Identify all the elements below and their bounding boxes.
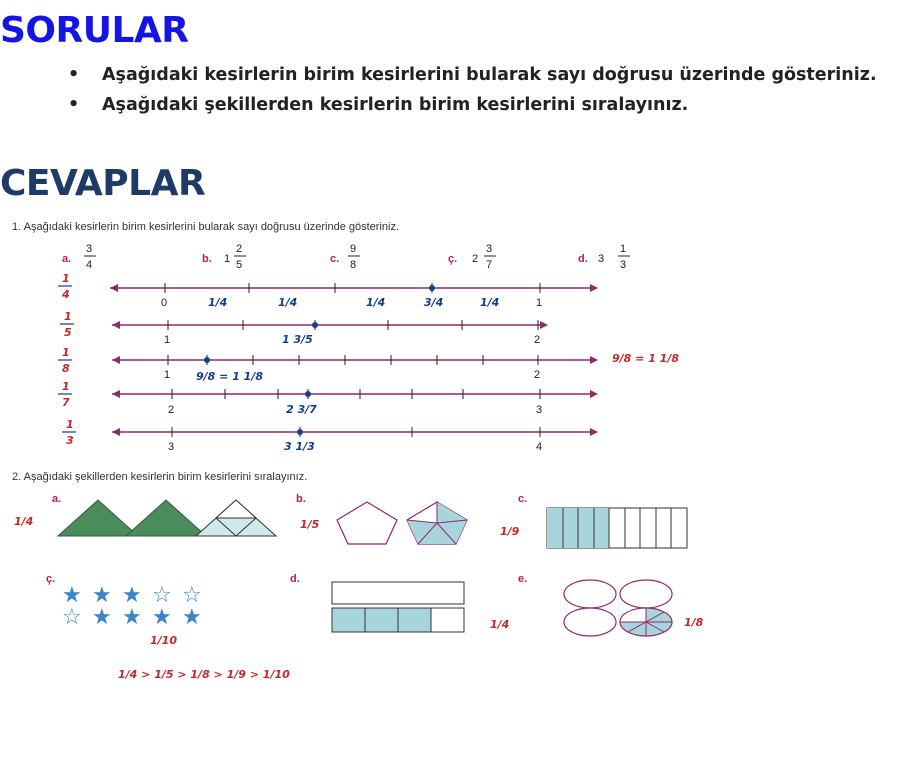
- svg-text:3: 3: [486, 243, 493, 255]
- svg-text:c.: c.: [518, 493, 528, 505]
- svg-text:2 3/7: 2 3/7: [286, 403, 317, 416]
- circle-shape: [564, 608, 616, 636]
- svg-text:4: 4: [536, 441, 543, 453]
- svg-text:8: 8: [350, 259, 357, 271]
- star-icon: ★: [122, 605, 142, 630]
- fraction-item-b: [202, 243, 246, 271]
- svg-text:3 1/3: 3 1/3: [284, 440, 315, 453]
- svg-text:ç.: ç.: [46, 573, 56, 585]
- svg-text:3/4: 3/4: [424, 296, 444, 309]
- question-item-2: • Aşağıdaki şekillerden kesirlerin birim kesirlerini sıralayınız.: [102, 92, 908, 118]
- svg-text:3: 3: [168, 441, 175, 453]
- svg-text:1: 1: [620, 243, 627, 255]
- svg-text:2: 2: [472, 253, 479, 265]
- answer2-title: 2. Aşağıdaki şekillerden kesirlerin birim kesirlerini sıralayınız.: [12, 471, 308, 483]
- svg-text:1/10: 1/10: [150, 634, 177, 647]
- answer1-title: 1. Aşağıdaki kesirlerin birim kesirlerini bularak sayı doğrusu üzerinde gösteriniz.: [12, 221, 400, 233]
- shape-item-c: [500, 493, 687, 548]
- svg-text:1: 1: [64, 310, 72, 323]
- svg-text:1/4: 1/4: [480, 296, 500, 309]
- svg-text:e.: e.: [518, 573, 528, 585]
- unit-fraction-ordering: 1/4 > 1/5 > 1/8 > 1/9 > 1/10: [118, 668, 290, 681]
- number-line-fifths: [60, 310, 548, 346]
- fraction-item-c-cedilla: [448, 243, 496, 271]
- triangle-shape: [58, 500, 138, 536]
- fraction-item-d: [578, 243, 630, 271]
- question-item-1: • Aşağıdaki kesirlerin birim kesirlerini bularak sayı doğrusu üzerinde gösteriniz.: [102, 62, 908, 88]
- svg-text:3: 3: [536, 404, 543, 416]
- question-list: [0, 62, 908, 122]
- svg-text:1/9: 1/9: [500, 525, 520, 538]
- svg-text:9/8 = 1 1/8: 9/8 = 1 1/8: [196, 370, 264, 383]
- star-icon: ☆: [182, 583, 202, 608]
- star-icon: ☆: [62, 605, 82, 630]
- answer-worksheet-image: [0, 210, 908, 710]
- svg-text:3: 3: [66, 434, 74, 447]
- svg-text:9: 9: [350, 243, 357, 255]
- circle-shape: [564, 580, 616, 608]
- shape-item-c-cedilla: [46, 573, 202, 647]
- svg-text:1: 1: [164, 369, 171, 381]
- svg-text:1/4: 1/4: [208, 296, 228, 309]
- svg-text:1: 1: [224, 253, 231, 265]
- svg-text:a.: a.: [62, 253, 72, 265]
- svg-text:4: 4: [86, 259, 93, 271]
- svg-text:1: 1: [164, 334, 171, 346]
- svg-text:1: 1: [62, 346, 70, 359]
- svg-text:8: 8: [62, 362, 70, 375]
- number-line-sevenths: [58, 380, 598, 416]
- svg-text:b.: b.: [296, 493, 306, 505]
- answer1-items: [62, 243, 630, 271]
- svg-text:ç.: ç.: [448, 253, 458, 265]
- svg-text:1/4: 1/4: [278, 296, 298, 309]
- svg-text:2: 2: [236, 243, 243, 255]
- number-line-quarters: [58, 272, 598, 309]
- svg-text:1/5: 1/5: [300, 518, 320, 531]
- sorular-heading: SORULAR: [0, 10, 189, 51]
- svg-text:1: 1: [66, 418, 74, 431]
- circle-shape: [620, 580, 672, 608]
- svg-text:3: 3: [620, 259, 627, 271]
- svg-text:2: 2: [168, 404, 175, 416]
- svg-text:1: 1: [536, 297, 543, 309]
- svg-text:4: 4: [62, 288, 70, 301]
- number-line-eighths: [58, 346, 679, 383]
- shape-item-a: [14, 493, 276, 536]
- svg-text:d.: d.: [578, 253, 588, 265]
- svg-text:9/8 = 1 1/8: 9/8 = 1 1/8: [612, 352, 680, 365]
- pentagon-shape: [337, 502, 397, 544]
- star-icon: ★: [92, 583, 112, 608]
- svg-text:c.: c.: [330, 253, 340, 265]
- cevaplar-heading: CEVAPLAR: [0, 163, 206, 204]
- svg-text:a.: a.: [52, 493, 62, 505]
- shape-item-d: [290, 573, 509, 632]
- svg-text:7: 7: [62, 396, 70, 409]
- star-icon: ★: [92, 605, 112, 630]
- svg-text:0: 0: [161, 297, 168, 309]
- star-icon: ☆: [152, 583, 172, 608]
- svg-text:1/8: 1/8: [684, 616, 704, 629]
- shape-item-e: [518, 573, 704, 636]
- svg-text:1/4: 1/4: [366, 296, 386, 309]
- svg-text:2: 2: [534, 334, 541, 346]
- svg-text:1/4: 1/4: [14, 515, 34, 528]
- svg-text:1 3/5: 1 3/5: [282, 333, 313, 346]
- fraction-item-a: [62, 243, 96, 271]
- number-line-thirds: [62, 418, 598, 453]
- star-icon: ★: [152, 605, 172, 630]
- svg-text:3: 3: [598, 253, 605, 265]
- svg-text:3: 3: [86, 243, 93, 255]
- shape-item-b: [296, 493, 467, 544]
- fraction-item-c: [330, 243, 360, 271]
- star-icon: ★: [182, 605, 202, 630]
- svg-text:1: 1: [62, 380, 70, 393]
- star-icon: ★: [122, 583, 142, 608]
- svg-text:b.: b.: [202, 253, 212, 265]
- svg-text:5: 5: [236, 259, 243, 271]
- svg-text:1/4: 1/4: [490, 618, 510, 631]
- svg-text:2: 2: [534, 369, 541, 381]
- triangle-shape: [126, 500, 206, 536]
- svg-text:1: 1: [62, 272, 70, 285]
- svg-text:d.: d.: [290, 573, 300, 585]
- star-icon: ★: [62, 583, 82, 608]
- svg-text:7: 7: [486, 259, 493, 271]
- svg-text:5: 5: [64, 326, 72, 339]
